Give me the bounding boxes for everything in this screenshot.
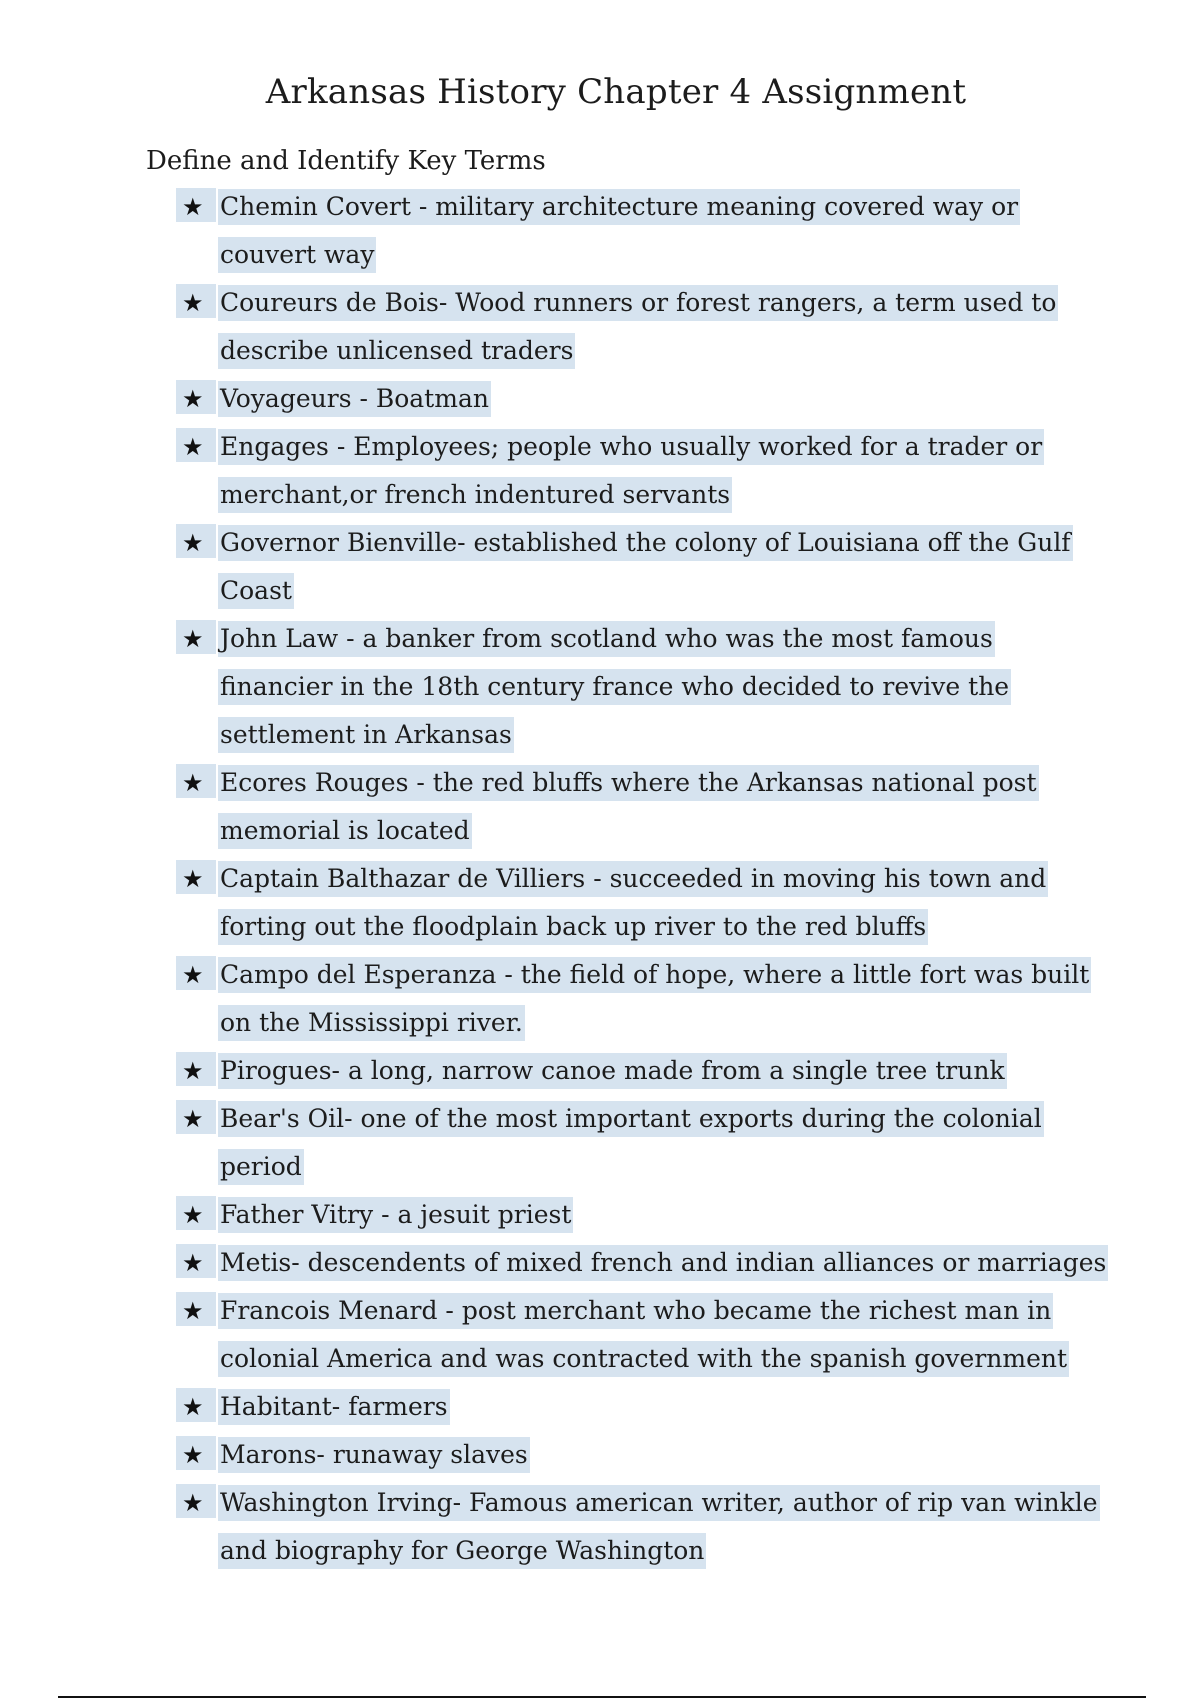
list-item (180, 1431, 1110, 1479)
list-item (180, 1047, 1110, 1095)
star-icon: ★ (182, 385, 204, 413)
term-text: Coureurs de Bois- Wood runners or forest rangers, a term used to describe unlicensed traders (218, 285, 1058, 369)
star-icon: ★ (182, 865, 204, 893)
term-text: Washington Irving- Famous american writer, author of rip van winkle and biography for George Washington (218, 1485, 1100, 1569)
list-item (180, 279, 1110, 375)
list-item (180, 183, 1110, 279)
term-text: Ecores Rouges - the red bluffs where the Arkansas national post memorial is located (218, 765, 1039, 849)
star-icon: ★ (182, 769, 204, 797)
list-item (180, 375, 1110, 423)
term-text: Chemin Covert - military architecture meaning covered way or couvert way (218, 189, 1020, 273)
term-text: Campo del Esperanza - the field of hope, where a little fort was built on the Mississippi river. (218, 957, 1091, 1041)
list-item (180, 1479, 1110, 1575)
list-item (180, 951, 1110, 1047)
list-item (180, 1191, 1110, 1239)
page-title: Arkansas History Chapter 4 Assignment (265, 72, 967, 112)
term-text: Habitant- farmers (218, 1389, 450, 1425)
list-item (180, 759, 1110, 855)
list-item (180, 423, 1110, 519)
term-text: Bear's Oil- one of the most important exports during the colonial period (218, 1101, 1044, 1185)
term-text: Governor Bienville- established the colony of Louisiana off the Gulf Coast (218, 525, 1073, 609)
list-item (180, 615, 1110, 759)
term-text: Father Vitry - a jesuit priest (218, 1197, 573, 1233)
page-footer-rule (58, 1696, 1146, 1698)
star-icon: ★ (182, 529, 204, 557)
term-text: Francois Menard - post merchant who became the richest man in colonial America and was contracted with the spanish government (218, 1293, 1069, 1377)
section-heading: Define and Identify Key Terms (146, 146, 546, 176)
star-icon: ★ (182, 1441, 204, 1469)
star-icon: ★ (182, 1297, 204, 1325)
star-icon: ★ (182, 1057, 204, 1085)
star-icon: ★ (182, 1393, 204, 1421)
list-item (180, 1287, 1110, 1383)
key-terms-list (180, 183, 1110, 1575)
term-text: Engages - Employees; people who usually worked for a trader or merchant,or french indentured servants (218, 429, 1044, 513)
list-item (180, 1383, 1110, 1431)
star-icon: ★ (182, 961, 204, 989)
star-icon: ★ (182, 1201, 204, 1229)
term-text: Marons- runaway slaves (218, 1437, 530, 1473)
star-icon: ★ (182, 289, 204, 317)
term-text: John Law - a banker from scotland who was the most famous financier in the 18th century france who decided to revive the settlement in Arkansas (218, 621, 1011, 753)
star-icon: ★ (182, 433, 204, 461)
list-item (180, 855, 1110, 951)
star-icon: ★ (182, 1249, 204, 1277)
list-item (180, 1095, 1110, 1191)
star-icon: ★ (182, 193, 204, 221)
term-text: Pirogues- a long, narrow canoe made from a single tree trunk (218, 1053, 1007, 1089)
star-icon: ★ (182, 1489, 204, 1517)
star-icon: ★ (182, 1105, 204, 1133)
term-text: Metis- descendents of mixed french and indian alliances or marriages (218, 1245, 1108, 1281)
term-text: Captain Balthazar de Villiers - succeeded in moving his town and forting out the floodplain back up river to the red bluffs (218, 861, 1048, 945)
list-item (180, 1239, 1110, 1287)
term-text: Voyageurs - Boatman (218, 381, 491, 417)
list-item (180, 519, 1110, 615)
star-icon: ★ (182, 625, 204, 653)
